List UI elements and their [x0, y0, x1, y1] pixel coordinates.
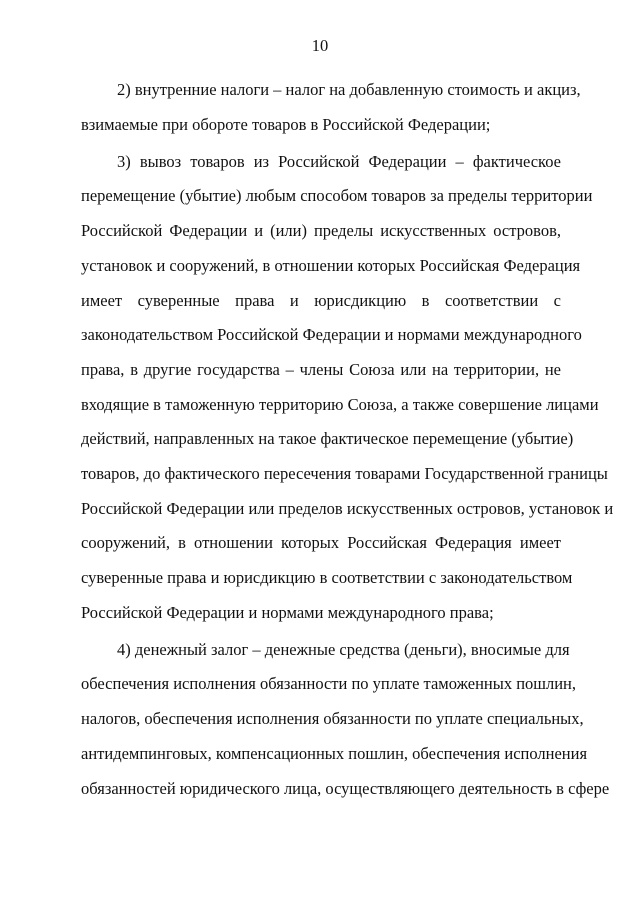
text-line: суверенные права и юрисдикцию в соответствии с законодательством [81, 568, 573, 588]
text-line: товаров, до фактического пересечения товарами Государственной границы [81, 463, 608, 483]
text-line: антидемпинговых, компенсационных пошлин, обеспечения исполнения [81, 743, 588, 763]
text-line: Российской Федерации и нормами международного права; [81, 602, 494, 622]
text-line: Российской Федерации и (или) пределы искусственных островов, [81, 221, 561, 241]
text-line: права, в другие государства – члены Союза или на территории, не [81, 359, 561, 379]
text-line: сооружений, в отношении которых Российская Федерация имеет [81, 533, 561, 553]
page-number: 10 [311, 36, 329, 55]
text-line: действий, направленных на такое фактическое перемещение (убытие) [81, 429, 574, 449]
paragraph-export-of-goods [81, 145, 614, 631]
text-line: 2) внутренние налоги – налог на добавленную стоимость и акциз, [117, 80, 581, 99]
text-line: 3) вывоз товаров из Российской Федерации – фактическое [117, 151, 561, 171]
text-line: перемещение (убытие) любым способом товаров за пределы территории [81, 186, 593, 206]
document-body [81, 73, 614, 809]
text-line: 4) денежный залог – денежные средства (деньги), вносимые для [117, 639, 570, 659]
text-line: имеет суверенные права и юрисдикцию в соответствии с [81, 290, 561, 310]
text-line: установок и сооружений, в отношении которых Российская Федерация [81, 255, 581, 275]
text-line: обеспечения исполнения обязанности по уплате таможенных пошлин, [81, 674, 576, 694]
text-line: законодательством Российской Федерации и нормами международного [81, 325, 582, 345]
text-line: Российской Федерации или пределов искусственных островов, установок и [81, 498, 614, 518]
paragraph-internal-taxes [81, 73, 581, 142]
text-line: обязанностей юридического лица, осуществляющего деятельность в сфере [81, 778, 610, 798]
paragraph-cash-deposit [81, 633, 610, 806]
text-line: налогов, обеспечения исполнения обязанности по уплате специальных, [81, 709, 584, 729]
text-line: входящие в таможенную территорию Союза, а также совершение лицами [81, 394, 599, 414]
text-line: взимаемые при обороте товаров в Российской Федерации; [81, 114, 491, 134]
